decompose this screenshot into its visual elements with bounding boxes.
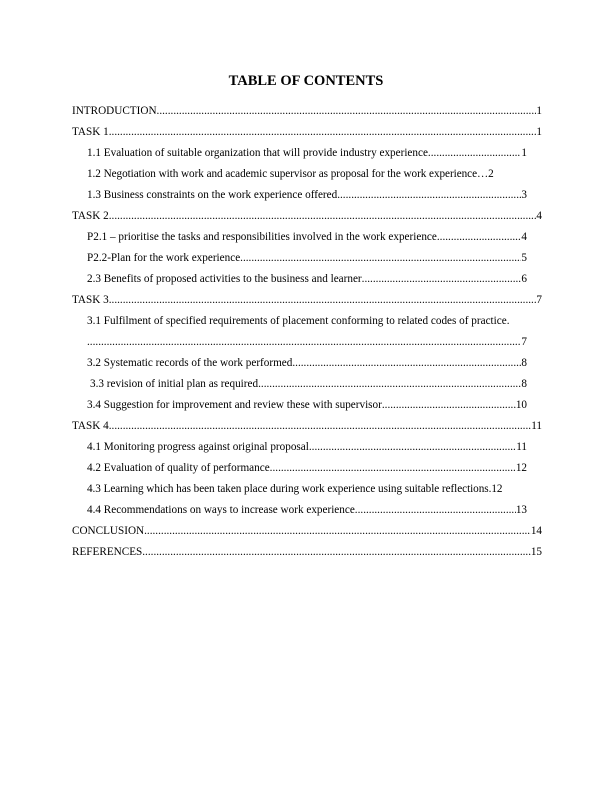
- toc-entry-label: P2.2-Plan for the work experience: [87, 252, 241, 264]
- toc-entry-label: 2.3 Benefits of proposed activities to the business and learner: [87, 273, 362, 285]
- toc-leader-dots: [362, 269, 522, 290]
- toc-entry-page: 11: [531, 420, 542, 432]
- toc-leader-dots: [87, 332, 521, 353]
- toc-entry-page: 1: [536, 126, 542, 138]
- toc-leader-dots: [144, 521, 531, 542]
- toc-entry-4-3[interactable]: [72, 479, 527, 500]
- toc-entry-introduction[interactable]: [72, 101, 542, 122]
- toc-entry-3-3[interactable]: [72, 374, 527, 395]
- toc-entry-page: 14: [530, 525, 542, 537]
- toc-entry-label: CONCLUSION: [72, 525, 145, 537]
- toc-entry-3-1-continuation[interactable]: [72, 332, 527, 353]
- toc-leader-dots: [355, 500, 516, 521]
- toc-entry-label: 3.2 Systematic records of the work performed: [87, 357, 293, 369]
- toc-entry-label: P2.1 – prioritise the tasks and responsibilities involved in the work experience: [87, 231, 437, 243]
- toc-entry-task-1[interactable]: [72, 122, 542, 143]
- toc-entry-label: 4.2 Evaluation of quality of performance: [87, 462, 270, 474]
- toc-entry-page: 3: [521, 189, 527, 201]
- toc-leader-dots: [309, 437, 516, 458]
- toc-entry-1-3[interactable]: [72, 185, 527, 206]
- toc-entry-page: 8: [521, 378, 527, 390]
- toc-leader-dots: [258, 374, 521, 395]
- toc-leader-dots: [142, 542, 531, 563]
- toc-entry-page: 11: [516, 441, 527, 453]
- toc-leader-dots: [270, 458, 516, 479]
- toc-entry-page: 15: [530, 546, 542, 558]
- toc-entry-1-2[interactable]: [72, 164, 527, 185]
- toc-entry-label: 3.4 Suggestion for improvement and review these with supervisor: [87, 399, 382, 411]
- toc-entry-label: TASK 4: [72, 420, 109, 432]
- toc-leader-dots: [437, 227, 522, 248]
- toc-entry-label: INTRODUCTION: [72, 105, 157, 117]
- table-of-contents: [72, 101, 542, 563]
- toc-entry-page: 10: [515, 399, 527, 411]
- toc-entry-1-1[interactable]: [72, 143, 527, 164]
- toc-entry-3-1[interactable]: [72, 311, 542, 332]
- toc-entry-page: 5: [521, 252, 527, 264]
- toc-leader-dots: [292, 353, 521, 374]
- toc-entry-label: 4.1 Monitoring progress against original proposal: [87, 441, 309, 453]
- toc-entry-page: 4: [536, 210, 542, 222]
- toc-entry-label: 3.1 Fulfilment of specified requirements of placement conforming to related codes of practice.: [87, 315, 510, 327]
- toc-entry-4-2[interactable]: [72, 458, 527, 479]
- toc-entry-page: 1: [536, 105, 542, 117]
- toc-entry-page: 2: [488, 168, 494, 180]
- toc-entry-4-1[interactable]: [72, 437, 527, 458]
- toc-entry-references[interactable]: [72, 542, 542, 563]
- toc-leader-dots: [240, 248, 521, 269]
- toc-entry-3-4[interactable]: [72, 395, 527, 416]
- toc-entry-4-4[interactable]: [72, 500, 527, 521]
- toc-leader-dots: [109, 416, 532, 437]
- toc-entry-label: 3.3 revision of initial plan as required: [90, 378, 259, 390]
- toc-entry-p2-2[interactable]: [72, 248, 527, 269]
- toc-leader-dots: [428, 143, 521, 164]
- toc-leader-dots: [157, 101, 537, 122]
- toc-entry-task-4[interactable]: [72, 416, 542, 437]
- toc-entry-ellipsis: …: [477, 168, 489, 180]
- toc-entry-conclusion[interactable]: [72, 521, 542, 542]
- toc-entry-p2-1[interactable]: [72, 227, 527, 248]
- toc-entry-page: 7: [521, 336, 527, 348]
- toc-entry-task-3[interactable]: [72, 290, 542, 311]
- toc-entry-label: 4.4 Recommendations on ways to increase work experience: [87, 504, 355, 516]
- toc-leader-dots: [109, 290, 537, 311]
- toc-entry-label: 1.3 Business constraints on the work experience offered: [87, 189, 338, 201]
- toc-leader-dots: [109, 206, 537, 227]
- toc-entry-label: 1.2 Negotiation with work and academic supervisor as proposal for the work experience: [87, 168, 477, 180]
- toc-entry-page: 4: [521, 231, 527, 243]
- toc-entry-label: TASK 3: [72, 294, 109, 306]
- toc-leader-dots: [337, 185, 521, 206]
- toc-entry-page: 12: [491, 483, 503, 495]
- toc-entry-3-2[interactable]: [72, 353, 527, 374]
- toc-entry-label: TASK 1: [72, 126, 109, 138]
- toc-entry-page: 1: [521, 147, 527, 159]
- toc-entry-page: 6: [521, 273, 527, 285]
- toc-entry-page: 12: [515, 462, 527, 474]
- toc-entry-page: 7: [536, 294, 542, 306]
- toc-entry-label: 1.1 Evaluation of suitable organization that will provide industry experience: [87, 147, 428, 159]
- toc-entry-label: REFERENCES: [72, 546, 143, 558]
- toc-entry-page: 13: [515, 504, 527, 516]
- toc-entry-page: 8: [521, 357, 527, 369]
- toc-entry-task-2[interactable]: [72, 206, 542, 227]
- toc-entry-2-3[interactable]: [72, 269, 527, 290]
- toc-title: TABLE OF CONTENTS: [228, 73, 384, 89]
- toc-entry-label: TASK 2: [72, 210, 109, 222]
- toc-entry-label: 4.3 Learning which has been taken place during work experience using suitable reflections.: [87, 483, 492, 495]
- toc-leader-dots: [109, 122, 537, 143]
- toc-leader-dots: [382, 395, 516, 416]
